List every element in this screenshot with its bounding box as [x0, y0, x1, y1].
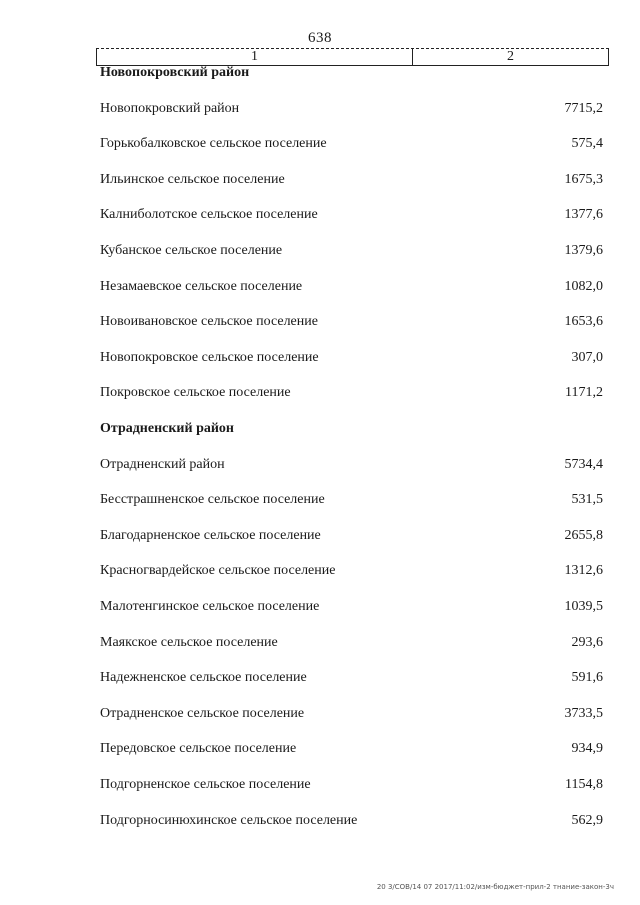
row-value: 1154,8 — [565, 777, 603, 792]
row-value: 1675,3 — [564, 172, 603, 187]
row-label: Ильинское сельское поселение — [100, 172, 285, 187]
row-value: 1379,6 — [564, 243, 603, 258]
row-label: Подгорносинюхинское сельское поселение — [100, 813, 358, 828]
table-row — [100, 312, 603, 332]
row-value: 1653,6 — [564, 314, 603, 329]
row-label: Передовское сельское поселение — [100, 741, 297, 756]
row-label: Бесстрашненское сельское поселение — [100, 492, 325, 507]
row-value: 307,0 — [571, 350, 603, 365]
row-value: 934,9 — [571, 741, 603, 756]
row-label: Отрадненский район — [100, 457, 225, 472]
row-value: 575,4 — [571, 136, 603, 151]
document-footer-code: 20 3/COB/14 07 2017/11:02/изм-бюджет-прил-2 тнание-закон-3ч — [376, 883, 614, 891]
row-value: 2655,8 — [564, 528, 603, 543]
row-label: Новопокровское сельское поселение — [100, 350, 319, 365]
row-value: 7715,2 — [564, 101, 603, 116]
row-value: 531,5 — [571, 492, 603, 507]
row-label: Кубанское сельское поселение — [100, 243, 283, 258]
row-label: Малотенгинское сельское поселение — [100, 599, 320, 614]
district-heading-label: Отрадненский район — [100, 421, 234, 436]
row-value: 3733,5 — [564, 706, 603, 721]
table-row — [100, 526, 603, 546]
table-row — [100, 561, 603, 581]
row-label: Отрадненское сельское поселение — [100, 706, 305, 721]
table-row — [100, 739, 603, 759]
row-label: Горькобалковское сельское поселение — [100, 136, 327, 151]
table-row — [100, 597, 603, 617]
table-header-col-2: 2 — [507, 49, 514, 64]
row-value: 1312,6 — [564, 563, 603, 578]
row-label: Благодарненское сельское поселение — [100, 528, 321, 543]
row-label: Маякское сельское поселение — [100, 635, 278, 650]
row-label: Незамаевское сельское поселение — [100, 279, 303, 294]
table-row — [100, 633, 603, 653]
row-value: 1082,0 — [564, 279, 603, 294]
row-value: 1171,2 — [565, 385, 603, 400]
table-row — [100, 668, 603, 688]
row-label: Надежненское сельское поселение — [100, 670, 307, 685]
page-number: 638 — [308, 30, 332, 46]
table-row — [100, 455, 603, 475]
district-heading — [100, 63, 603, 83]
table-row — [100, 205, 603, 225]
table-header-col-1: 1 — [97, 49, 413, 65]
table-row — [100, 134, 603, 154]
row-value: 293,6 — [571, 635, 603, 650]
table-row — [100, 704, 603, 724]
row-value: 562,9 — [571, 813, 603, 828]
row-label: Покровское сельское поселение — [100, 385, 291, 400]
table-row — [100, 277, 603, 297]
table-row — [100, 811, 603, 831]
row-value: 1377,6 — [564, 207, 603, 222]
row-label: Новопокровский район — [100, 101, 240, 116]
table-row — [100, 241, 603, 261]
table-row — [100, 383, 603, 403]
table-row — [100, 490, 603, 510]
row-label: Красногвардейское сельское поселение — [100, 563, 336, 578]
row-value: 591,6 — [571, 670, 603, 685]
row-value: 5734,4 — [564, 457, 603, 472]
row-label: Новоивановское сельское поселение — [100, 314, 318, 329]
table-row — [100, 348, 603, 368]
row-label: Подгорненское сельское поселение — [100, 777, 311, 792]
district-heading — [100, 419, 603, 439]
district-heading-label: Новопокровский район — [100, 65, 250, 80]
row-label: Калниболотское сельское поселение — [100, 207, 318, 222]
table-row — [100, 99, 603, 119]
row-value: 1039,5 — [564, 599, 603, 614]
table-row — [100, 170, 603, 190]
table-row — [100, 775, 603, 795]
